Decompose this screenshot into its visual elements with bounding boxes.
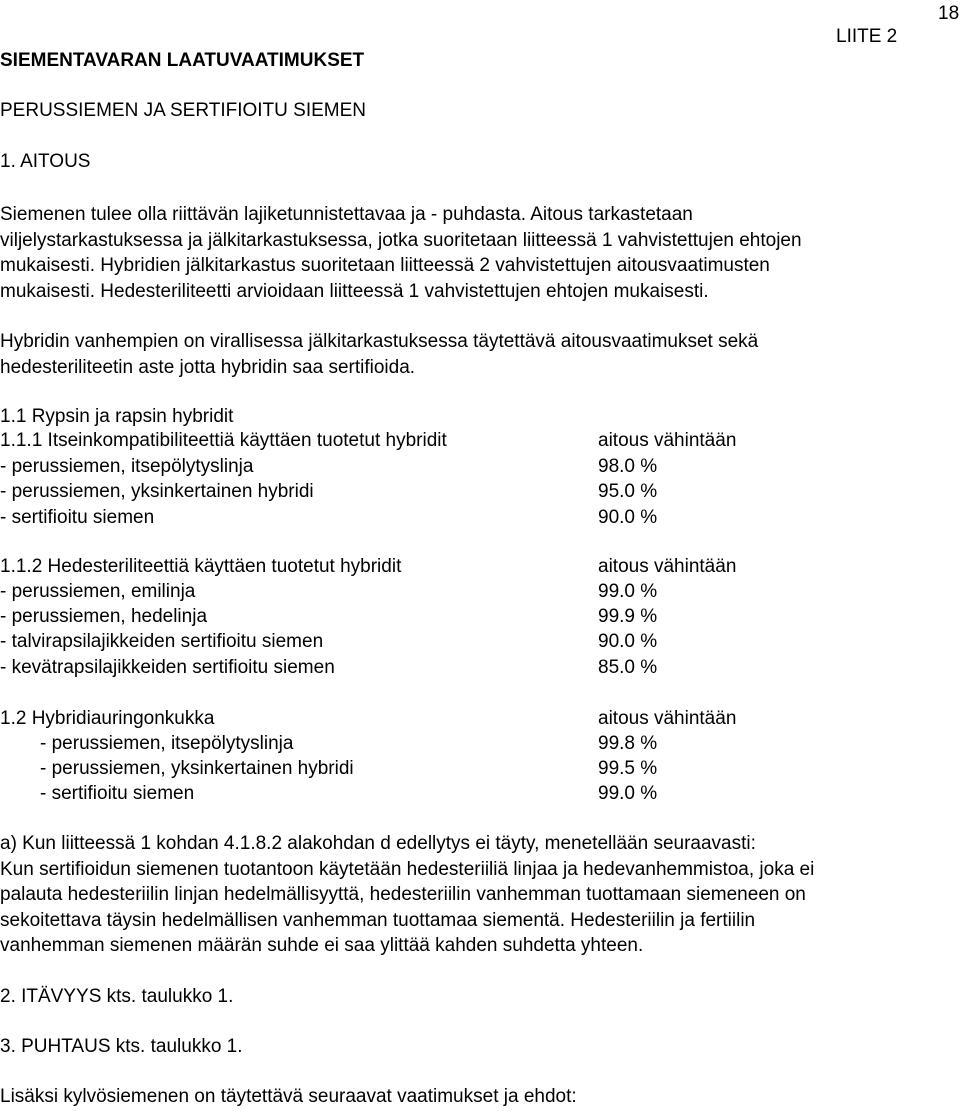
table-row: [0, 580, 960, 604]
section-1-paragraph-2: [0, 329, 950, 380]
row-value: 95.0 %: [598, 481, 658, 502]
table-row: [0, 630, 960, 654]
row-value: 90.0 %: [598, 507, 658, 528]
row-value: 99.0 %: [598, 783, 658, 804]
section-1-paragraph-1: [0, 202, 950, 304]
table-row: [0, 455, 960, 479]
row-value: 98.0 %: [598, 456, 658, 477]
row-label: - perussiemen, itsepölytyslinja: [40, 733, 294, 754]
row-label: - perussiemen, yksinkertainen hybridi: [0, 481, 314, 502]
table-row: [0, 605, 960, 629]
text-line: palauta hedesteriilin linjan hedelmällisyyttä, hedesteriilin vanhemman tuottamaan siemeneen on: [0, 884, 806, 906]
table-row: [0, 732, 960, 756]
page-subtitle: PERUSSIEMEN JA SERTIFIOITU SIEMEN: [0, 100, 366, 121]
text-line: viljelystarkastuksessa ja jälkitarkastuksessa, jotka suoritetaan liitteessä 1 vahvistettujen ehtojen: [0, 229, 802, 251]
column-header: aitous vähintään: [598, 708, 737, 729]
subsection-1-1-heading: 1.1 Rypsin ja rapsin hybridit: [0, 406, 234, 427]
row-label: - perussiemen, hedelinja: [0, 606, 208, 627]
column-header: aitous vähintään: [598, 430, 737, 451]
page-number: 18: [938, 3, 960, 24]
subsection-1-1-1-header: [0, 429, 960, 453]
row-label: - sertifioitu siemen: [40, 783, 195, 804]
text-line: a) Kun liitteessä 1 kohdan 4.1.8.2 alakohdan d edellytys ei täyty, menetellään seuraavasti:: [0, 833, 756, 854]
row-value: 99.8 %: [598, 733, 658, 754]
text-line: hedesteriliteetin aste jotta hybridin saa sertifioida.: [0, 356, 416, 378]
subsection-heading: 1.2 Hybridiauringonkukka: [0, 708, 215, 729]
row-value: 99.5 %: [598, 758, 658, 779]
section-3-heading: 3. PUHTAUS kts. taulukko 1.: [0, 1036, 243, 1057]
table-row: [0, 480, 960, 504]
table-row: [0, 757, 960, 781]
appendix-label: LIITE 2: [836, 26, 898, 47]
subsection-heading: 1.1.1 Itseinkompatibiliteettiä käyttäen tuotetut hybridit: [0, 430, 447, 451]
row-value: 85.0 %: [598, 657, 658, 678]
subsection-1-2-header: [0, 707, 960, 731]
table-row: [0, 506, 960, 530]
table-row: [0, 656, 960, 680]
text-line: Siemenen tulee olla riittävän lajiketunnistettavaa ja - puhdasta. Aitous tarkastetaan: [0, 204, 693, 225]
text-line: mukaisesti. Hedesteriliteetti arvioidaan liitteessä 1 vahvistettujen ehtojen mukaisesti.: [0, 280, 709, 302]
text-line: mukaisesti. Hybridien jälkitarkastus suoritetaan liitteessä 2 vahvistettujen aitousvaatimusten: [0, 255, 770, 277]
text-line: sekoitettava täysin hedelmällisen vanhemman tuottamaa siementä. Hedesteriilin ja fertiilin: [0, 909, 756, 931]
row-label: - talvirapsilajikkeiden sertifioitu siemen: [0, 631, 324, 652]
row-label: - perussiemen, itsepölytyslinja: [0, 456, 254, 477]
table-row: [0, 782, 960, 806]
subsection-heading: 1.1.2 Hedesteriliteettiä käyttäen tuotetut hybridit: [0, 556, 402, 577]
row-label: - perussiemen, yksinkertainen hybridi: [40, 758, 354, 779]
row-value: 99.0 %: [598, 581, 658, 602]
row-label: - sertifioitu siemen: [0, 507, 155, 528]
section-1-heading: 1. AITOUS: [0, 151, 91, 172]
subsection-1-1-2-header: [0, 555, 960, 579]
closing-text: Lisäksi kylvösiemenen on täytettävä seuraavat vaatimukset ja ehdot:: [0, 1086, 577, 1107]
row-value: 90.0 %: [598, 631, 658, 652]
text-line: Kun sertifioidun siemenen tuotantoon käytetään hedesteriiliä linjaa ja hedevanhemmistoa, joka ei: [0, 858, 815, 880]
column-header: aitous vähintään: [598, 556, 737, 577]
text-line: vanhemman siemenen määrän suhde ei saa ylittää kahden suhdetta yhteen.: [0, 935, 644, 957]
row-value: 99.9 %: [598, 606, 658, 627]
page-title: SIEMENTAVARAN LAATUVAATIMUKSET: [0, 50, 365, 71]
note-paragraph: [0, 831, 950, 959]
row-label: - kevätrapsilajikkeiden sertifioitu siemen: [0, 657, 335, 678]
text-line: Hybridin vanhempien on virallisessa jälkitarkastuksessa täytettävä aitousvaatimukset sekä: [0, 331, 759, 352]
section-2-heading: 2. ITÄVYYS kts. taulukko 1.: [0, 986, 234, 1007]
row-label: - perussiemen, emilinja: [0, 581, 196, 602]
